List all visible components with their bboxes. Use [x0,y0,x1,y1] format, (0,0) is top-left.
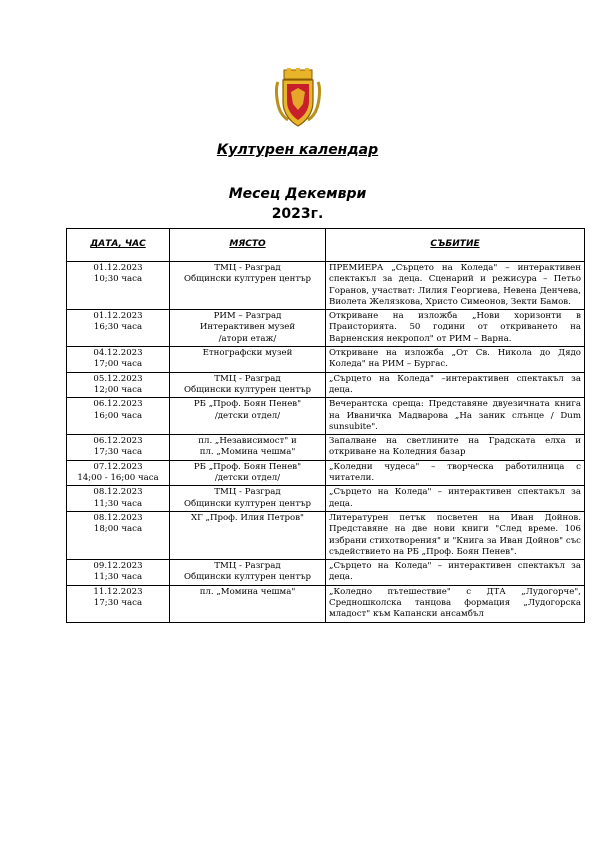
place-cell [170,347,326,373]
place-cell [170,372,326,398]
date-cell [67,347,170,373]
table-row [67,398,585,435]
place-cell [170,262,326,310]
place-line: РИМ – Разград [213,311,282,322]
table-row [67,511,585,559]
event-time: 14;00 - 16;00 часа [77,473,159,484]
event-description: „Сърцето на Коледа" –интерактивен спектакъл за деца. [326,372,585,398]
event-description: „Сърцето на Коледа" – интерактивен спектакъл за деца. [326,560,585,586]
event-time: 16;00 часа [93,410,143,421]
place-cell [170,486,326,512]
event-description: Вечерантска среща: Представяне двуезичната книга на Иваничка Мадварова „На заник слънце / Dum sunsubite". [326,398,585,435]
column-header-date: ДАТА, ЧАС [67,229,170,262]
month-heading: Месец Декември [228,186,367,202]
place-cell [170,435,326,461]
place-line: ТМЦ - Разград [214,487,281,498]
event-description: Литературен петък посветен на Иван Дойнов. Представяне на две нови книги "След време. 106 избрани стихотворения" и "Книга за Иван Дойнов" със съдействието на РБ „Проф. Боян Пенев". [326,511,585,559]
event-date: 08.12.2023 [93,512,143,523]
date-cell [67,460,170,486]
place-cell [170,511,326,559]
page-title: Културен календар [216,142,379,158]
event-time: 17;00 часа [93,359,143,370]
place-cell [170,460,326,486]
event-description: „Сърцето на Коледа" – интерактивен спектакъл за деца. [326,486,585,512]
event-date: 05.12.2023 [93,373,143,384]
event-date: 06.12.2023 [93,436,143,447]
date-cell [67,398,170,435]
event-description: Откриване на изложба „От Св. Никола до Дядо Коледа" на РИМ – Бургас. [326,347,585,373]
place-cell [170,585,326,622]
event-description: Запалване на светлините на Градската елха и откриване на Коледния базар [326,435,585,461]
table-row [67,560,585,586]
place-line: РБ „Проф. Боян Пенев" [193,399,302,410]
date-cell [67,511,170,559]
place-line: пл. „Момина чешма" [199,447,296,458]
table-row [67,486,585,512]
city-coat-of-arms-icon [275,68,321,128]
event-time: 17;30 часа [93,447,143,458]
column-header-event: СЪБИТИЕ [326,229,585,262]
date-cell [67,310,170,347]
place-cell [170,560,326,586]
place-line: ХГ „Проф. Илия Петров" [191,512,304,523]
place-line: ТМЦ - Разград [214,263,281,273]
table-row [67,262,585,310]
event-date: 06.12.2023 [93,399,143,410]
table-row [67,347,585,373]
place-line: Общински културен център [183,572,312,583]
place-line: РБ „Проф. Боян Пенев" [193,461,302,472]
place-line: Етнографски музей [202,348,293,359]
events-table [66,228,585,623]
table-row [67,435,585,461]
place-line: Общински културен център [183,274,312,285]
event-description: Откриване на изложба „Нови хоризонти в Праисторията. 50 години от откриването на Варненския некропол" от РИМ – Варна. [326,310,585,347]
event-date: 07.12.2023 [93,461,143,472]
event-time: 12;00 часа [93,384,143,395]
table-row [67,310,585,347]
place-line: пл. „Момина чешма" [199,586,296,597]
place-line: ТМЦ - Разград [214,561,281,572]
date-cell [67,372,170,398]
place-cell [170,310,326,347]
place-line: /детски отдел/ [214,473,281,484]
table-row [67,585,585,622]
event-description: „Коледно пътешествие" с ДТА „Лудогорче", Средношколска танцова формация „Лудогорска младост" към Капански ансамбъл [326,585,585,622]
place-line: Общински културен център [183,384,312,395]
event-description: ПРЕМИЕРА „Сърцето на Коледа" – интерактивен спектакъл за деца. Сценарий и режисура – Петьо Горанов, участват: Лилия Георгиева, Невена Денчева, Виолета Желязкова, Христо Симеонов, Зекти Бамов. [326,262,585,310]
date-cell [67,435,170,461]
event-date: 01.12.2023 [93,263,143,273]
event-description: „Коледни чудеса" – творческа работилница с читатели. [326,460,585,486]
event-time: 10;30 часа [93,274,143,285]
table-header-row [67,229,585,262]
place-line: /детски отдел/ [214,410,281,421]
event-date: 04.12.2023 [93,348,143,359]
date-cell [67,486,170,512]
event-date: 11.12.2023 [93,586,143,597]
place-line: Интерактивен музей [199,322,296,333]
date-cell [67,585,170,622]
event-date: 09.12.2023 [93,561,143,572]
place-line: ТМЦ - Разград [214,373,281,384]
event-time: 18;00 часа [93,524,143,535]
place-line: Общински културен център [183,498,312,509]
column-header-place: МЯСТО [170,229,326,262]
event-time: 17;30 часа [93,598,143,609]
table-row [67,372,585,398]
place-line: /атори етаж/ [218,333,277,344]
date-cell [67,262,170,310]
event-time: 11;30 часа [93,572,143,583]
year-heading: 2023г. [271,206,324,222]
place-cell [170,398,326,435]
event-time: 11;30 часа [93,498,143,509]
event-date: 08.12.2023 [93,487,143,498]
table-row [67,460,585,486]
place-line: пл. „Независимост" и [198,436,297,447]
date-cell [67,560,170,586]
event-time: 16;30 часа [93,322,143,333]
event-date: 01.12.2023 [93,311,143,322]
